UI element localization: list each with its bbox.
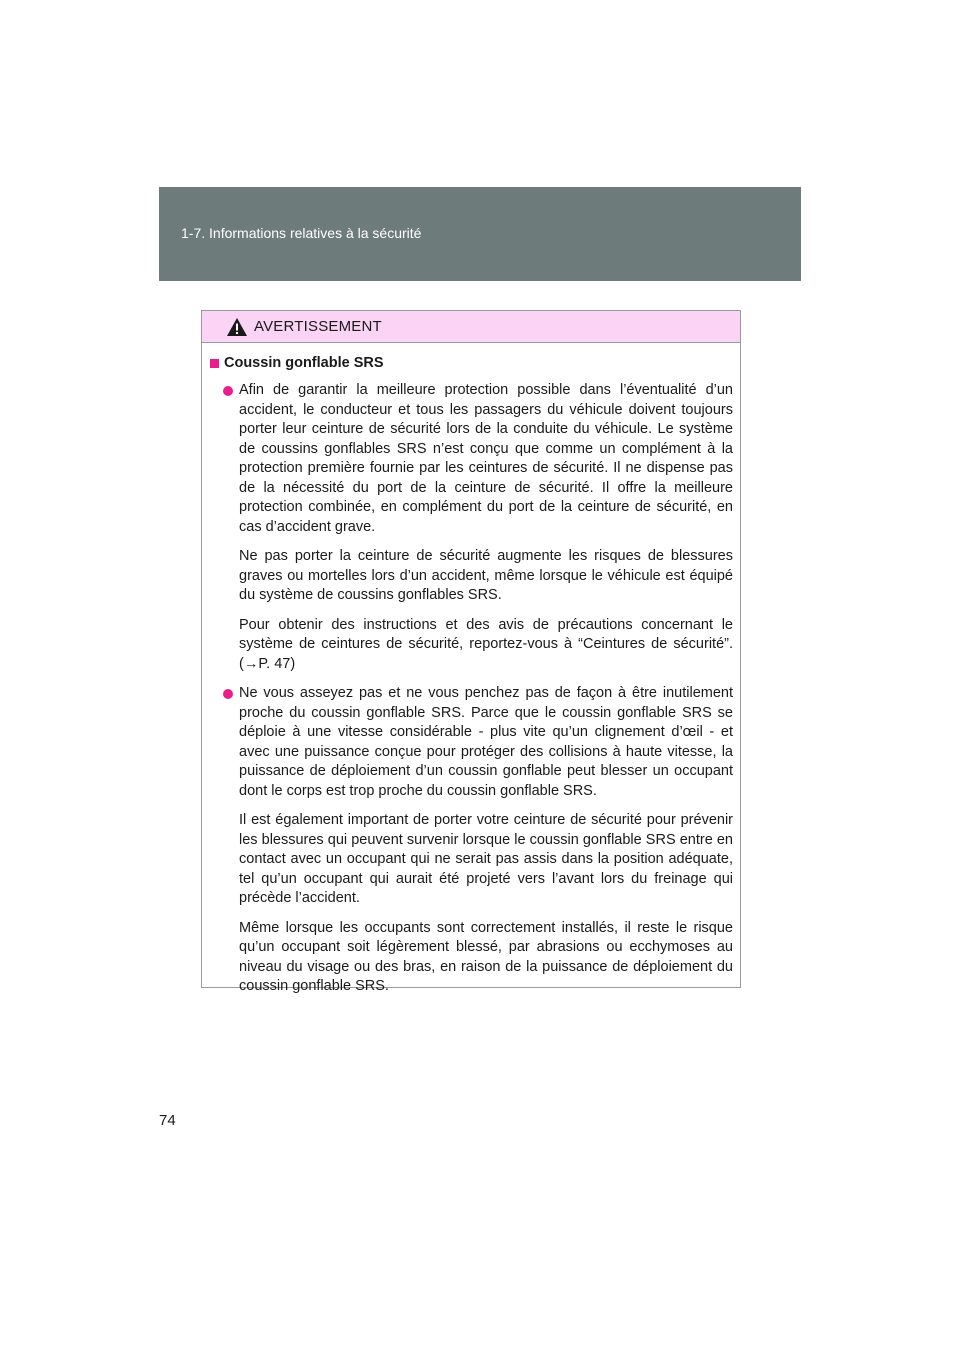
round-bullet-icon [223,386,233,396]
page-number: 74 [159,1112,176,1129]
paragraph: Ne pas porter la ceinture de sécurité augmente les risques de blessures graves ou mortelles lors d’un accident, même lorsque le véhicule est équipé du système de coussins gonflables SRS. [239,548,733,603]
section-heading-text: Coussin gonflable SRS [224,355,384,371]
section-title: 1-7. Informations relatives à la sécurité [181,225,422,241]
round-bullet-icon [223,689,233,699]
paragraph: Pour obtenir des instructions et des avis de précautions concernant le système de ceintures de sécurité, reportez-vous à “Ceintures de sécurité”. (→P. 47) [239,616,733,672]
bullet-item [210,381,733,674]
square-bullet-icon [210,359,219,368]
warning-box [201,310,741,994]
section-header-band [159,187,801,281]
warning-header [202,311,740,343]
warning-title: AVERTISSEMENT [254,318,382,335]
warning-body [202,343,740,997]
warning-triangle-icon [226,317,248,337]
bullet-item [210,684,733,997]
paragraph: Il est également important de porter votre ceinture de sécurité pour prévenir les blessures qui peuvent survenir lorsque le coussin gonflable SRS entre en contact avec un occupant qui ne serait pas assis dans la position adéquate, tel qu’un occupant qui aurait été projeté vers l’avant lors du freinage qui précède l’accident. [239,812,733,906]
paragraph: Ne vous asseyez pas et ne vous penchez pas de façon à être inutilement proche du coussin gonflable SRS. Parce que le coussin gonflable SRS se déploie à une vitesse considérable - plus vite qu’un clignement d’œil - et avec une puissance conçue pour protéger des collisions à haute vitesse, la puissance de déploiement d’un coussin gonflable peut blesser un occupant dont le corps est trop proche du coussin gonflable SRS. [239,685,733,799]
paragraph: Afin de garantir la meilleure protection possible dans l’éventualité d’un accident, le conducteur et tous les passagers du véhicule doivent toujours porter leur ceinture de sécurité lors de la conduite du véhicule. Le système de coussins gonflables SRS n’est conçu que comme un complément à la protection première fournie par les ceintures de sécurité. Il ne dispense pas de la nécessité du port de la ceinture de sécurité. Il offre la meilleure protection combinée, en complément du port de la ceinture de sécurité, en cas d’accident grave. [239,382,733,535]
paragraph: Même lorsque les occupants sont correctement installés, il reste le risque qu’un occupant soit légèrement blessé, par abrasions ou ecchymoses au niveau du visage ou des bras, en raison de la puissance de déploiement du coussin gonflable SRS. [239,919,733,994]
section-heading [210,355,733,371]
